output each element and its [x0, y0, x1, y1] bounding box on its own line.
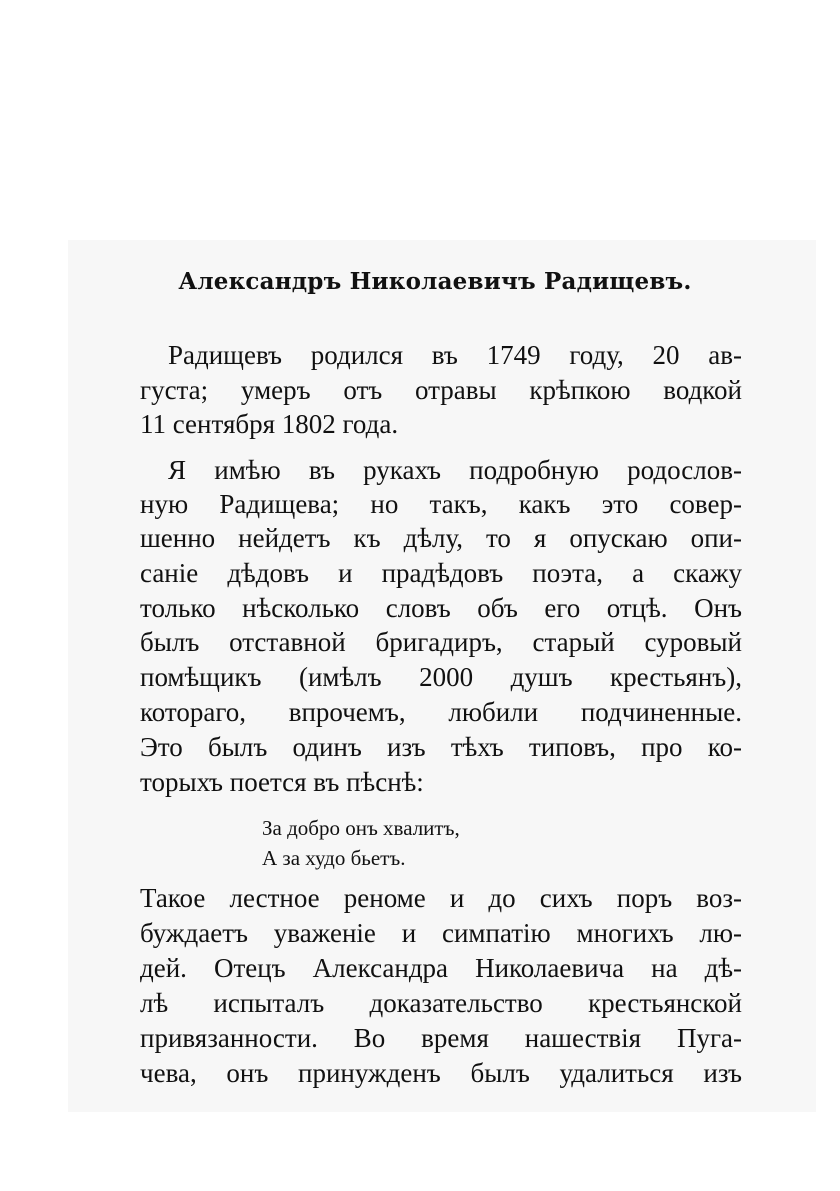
paragraph-2-line-10: торыхъ поется въ пѣснѣ: [140, 767, 424, 797]
paragraph-3-line-5: привязанности. Во время нашествія Пуга- [140, 1023, 742, 1053]
paragraph-2-line-5: только нѣсколько словъ объ его отцѣ. Онъ [140, 593, 742, 623]
paragraph-3-line-4: лѣ испыталъ доказательство крестьянской [140, 988, 742, 1018]
paragraph-3-line-1: Такое лестное реноме и до сихъ поръ воз- [140, 883, 742, 913]
paragraph-2-line-2: ную Радищева; но такъ, какъ это совер- [140, 489, 742, 519]
paragraph-2-line-9: Это былъ одинъ изъ тѣхъ типовъ, про ко- [140, 732, 742, 762]
paragraph-2-line-3: шенно нейдетъ къ дѣлу, то я опускаю опи- [140, 523, 742, 553]
paragraph-3-line-3: дей. Отецъ Александра Николаевича на дѣ- [140, 953, 742, 983]
paragraph-2-line-6: былъ отставной бригадиръ, старый суровый [140, 627, 742, 657]
paragraph-3-line-2: буждаетъ уваженіе и симпатію многихъ лю- [140, 918, 742, 948]
paragraph-1-line-1: Радищевъ родился въ 1749 году, 20 ав- [168, 340, 742, 370]
verse-line-2: А за худо бьетъ. [262, 846, 406, 870]
verse-line-1: За добро онъ хвалитъ, [262, 816, 460, 840]
paragraph-1-line-3: 11 сентября 1802 года. [140, 409, 399, 439]
page-title: Александръ Николаевичъ Радищевъ. [178, 268, 692, 295]
paragraph-2-line-1: Я имѣю въ рукахъ подробную родослов- [168, 455, 742, 485]
paragraph-2-line-4: саніе дѣдовъ и прадѣдовъ поэта, а скажу [140, 558, 742, 588]
paragraph-3-line-6: чева, онъ принужденъ былъ удалиться изъ [140, 1058, 742, 1088]
paragraph-2-line-8: котораго, впрочемъ, любили подчиненные. [140, 697, 742, 727]
paragraph-1-line-2: густа; умеръ отъ отравы крѣпкою водкой [140, 375, 742, 405]
paragraph-2-line-7: помѣщикъ (имѣлъ 2000 душъ крестьянъ), [140, 662, 742, 692]
